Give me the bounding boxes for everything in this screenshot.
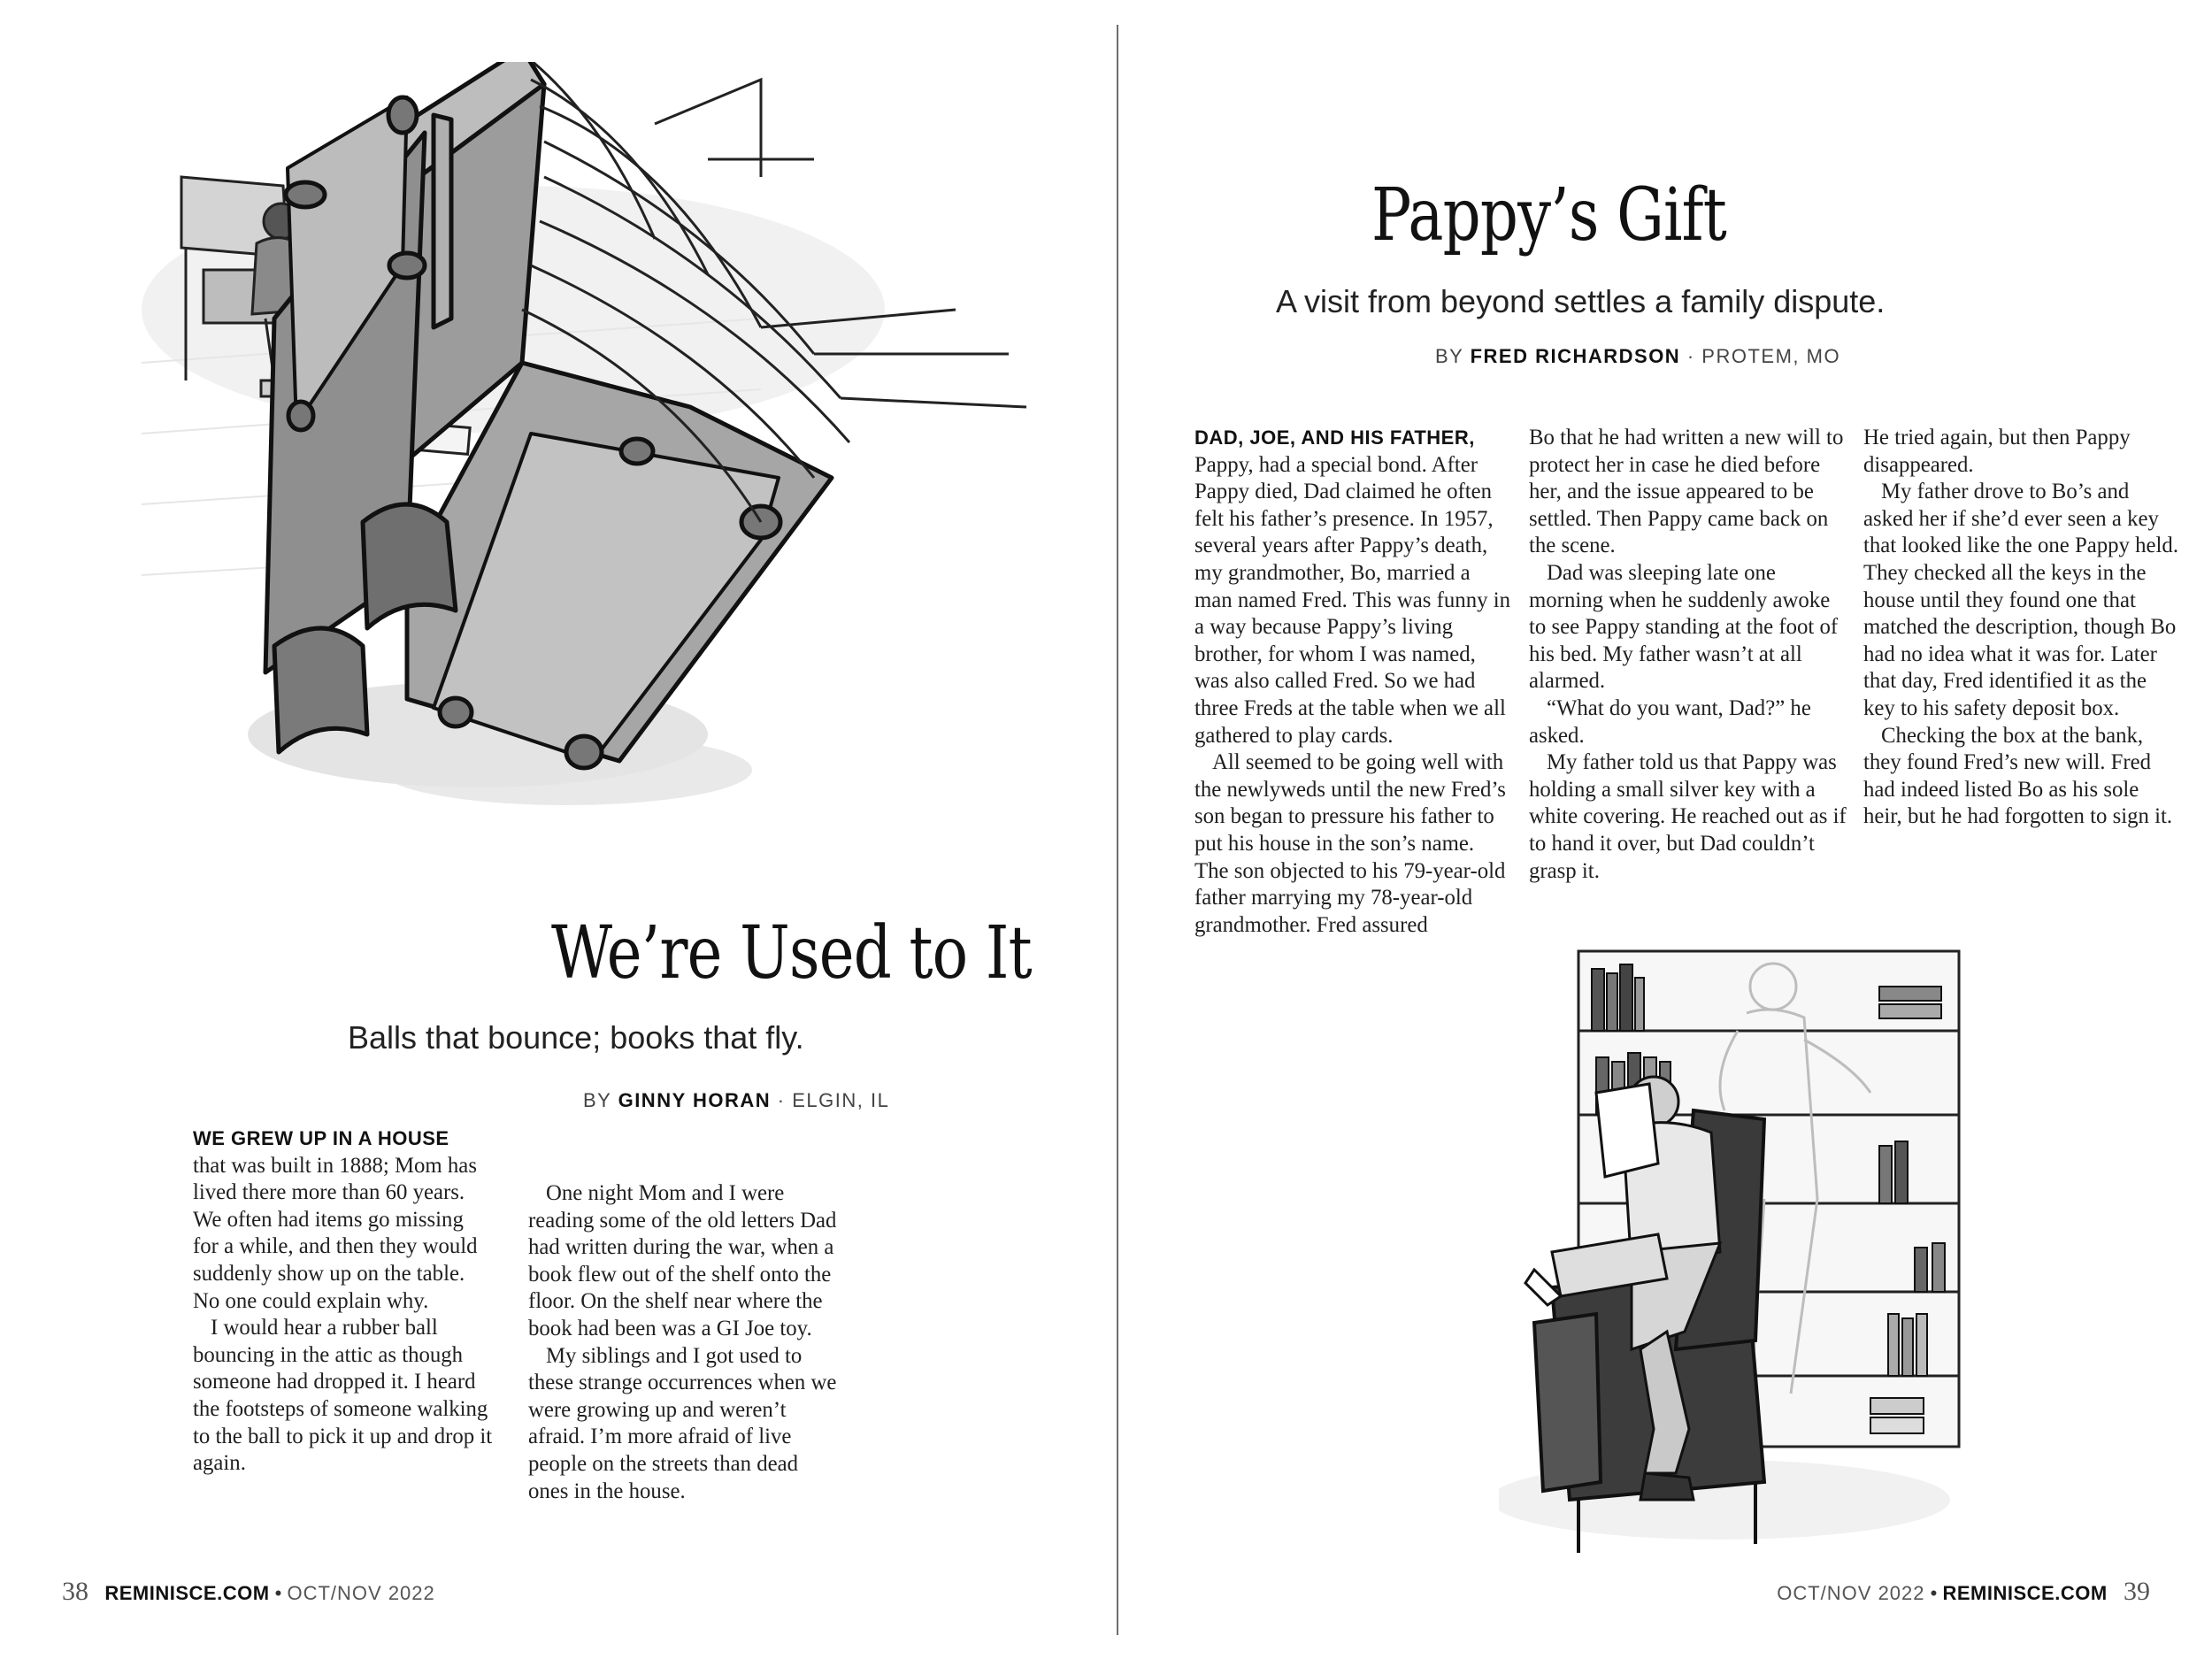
paragraph: My father told us that Pappy was holding a small silver key with a white covering. He reached out as if to hand it over, but Dad couldn’t grasp it.	[1529, 750, 1847, 883]
byline	[1435, 345, 1840, 368]
paragraph: that was built in 1888; Mom has lived there more than 60 years. We often had items go missing for a while, and then they would suddenly show up on the table. No one could explain why.	[193, 1153, 478, 1313]
paragraph: He tried again, but then Pappy disappeared.	[1863, 426, 2131, 477]
column-1	[1194, 425, 1513, 939]
paragraph: My father drove to Bo’s and asked her if she’d ever seen a key that looked like the one Pappy held. They checked all the keys in the house until they found one that matched the description, though Bo had no idea what it was for. Later that day, Fred identified it as the key to his safety deposit box.	[1863, 480, 2179, 720]
paragraph: All seemed to be going well with the newlyweds until the new Fred’s son began to pressure his father to put his house in the son’s name. The son objected to his 79-year-old father marrying my 78-year-old grandmother. Fred assured	[1194, 750, 1506, 937]
paragraph: Pappy, had a special bond. After Pappy died, Dad claimed he often felt his father’s presence. In 1957, several years after Pappy’s death, my grandmother, Bo, married a man named Fred. This was funny in a way because Pappy’s living brother, for whom I was named, was also called Fred. So we had three Freds at the table when we all gathered to play cards.	[1194, 452, 1510, 748]
column-2	[1529, 425, 1847, 885]
right-page	[1118, 0, 2212, 1659]
byline-dot: ·	[1686, 345, 1695, 367]
story-title: Pappy’s Gift	[1371, 173, 1726, 257]
issue-date: OCT/NOV 2022	[1777, 1582, 1925, 1604]
column-1	[193, 1125, 494, 1478]
paragraph: Checking the box at the bank, they found Fred’s new will. Fred had indeed listed Bo as his sole heir, but he had forgotten to sign it.	[1863, 723, 2173, 829]
book-sketch	[265, 62, 832, 768]
lead-in: WE GREW UP IN A HOUSE	[193, 1127, 449, 1149]
folio-separator: •	[274, 1582, 282, 1604]
story-deck: A visit from beyond settles a family dispute.	[1276, 283, 1886, 319]
paragraph: One night Mom and I were reading some of the old letters Dad had written during the war, when a book flew out of the shelf onto the floor. On the shelf near where the book had been was a GI Joe toy.	[528, 1181, 837, 1340]
site-name: REMINISCE.COM	[104, 1582, 270, 1604]
page-number: 38	[62, 1577, 88, 1606]
man-reading-illustration	[1499, 933, 1994, 1571]
lead-in: DAD, JOE, AND HIS FATHER,	[1194, 426, 1475, 449]
byline-prefix: BY	[1435, 345, 1463, 367]
column-3	[1863, 425, 2182, 831]
author-location: PROTEM, MO	[1701, 345, 1841, 367]
paragraph: Dad was sleeping late one morning when he suddenly awoke to see Pappy standing at the foot of his bed. My father wasn’t at all alarmed.	[1529, 560, 1839, 694]
paragraph: Bo that he had written a new will to protect her in case he died before her, and the issue appeared to be settled. Then Pappy came back on the scene.	[1529, 426, 1844, 558]
flying-book-illustration	[142, 62, 1097, 858]
folio-separator: •	[1930, 1582, 1938, 1604]
paragraph: I would hear a rubber ball bouncing in the attic as though someone had dropped it. I heard the footsteps of someone walking to the ball to pick it up and drop it again.	[193, 1316, 493, 1476]
story-deck: Balls that bounce; books that fly.	[348, 1019, 804, 1056]
author-location: ELGIN, IL	[792, 1089, 890, 1111]
byline	[583, 1089, 889, 1112]
paragraph: My siblings and I got used to these strange occurrences when we were growing up and weren’t afraid. I’m more afraid of live people on the streets than dead ones in the house.	[528, 1343, 837, 1503]
column-2	[528, 1180, 838, 1505]
author-name: GINNY HORAN	[618, 1089, 772, 1111]
author-name: FRED RICHARDSON	[1470, 345, 1681, 367]
site-name: REMINISCE.COM	[1942, 1582, 2108, 1604]
folio	[1777, 1577, 2150, 1607]
page-number: 39	[2124, 1577, 2150, 1606]
story-title: We’re Used to It	[551, 911, 1032, 995]
folio	[62, 1577, 435, 1607]
paragraph: “What do you want, Dad?” he asked.	[1529, 695, 1811, 748]
byline-dot: ·	[777, 1089, 786, 1111]
byline-prefix: BY	[583, 1089, 611, 1111]
issue-date: OCT/NOV 2022	[287, 1582, 435, 1604]
